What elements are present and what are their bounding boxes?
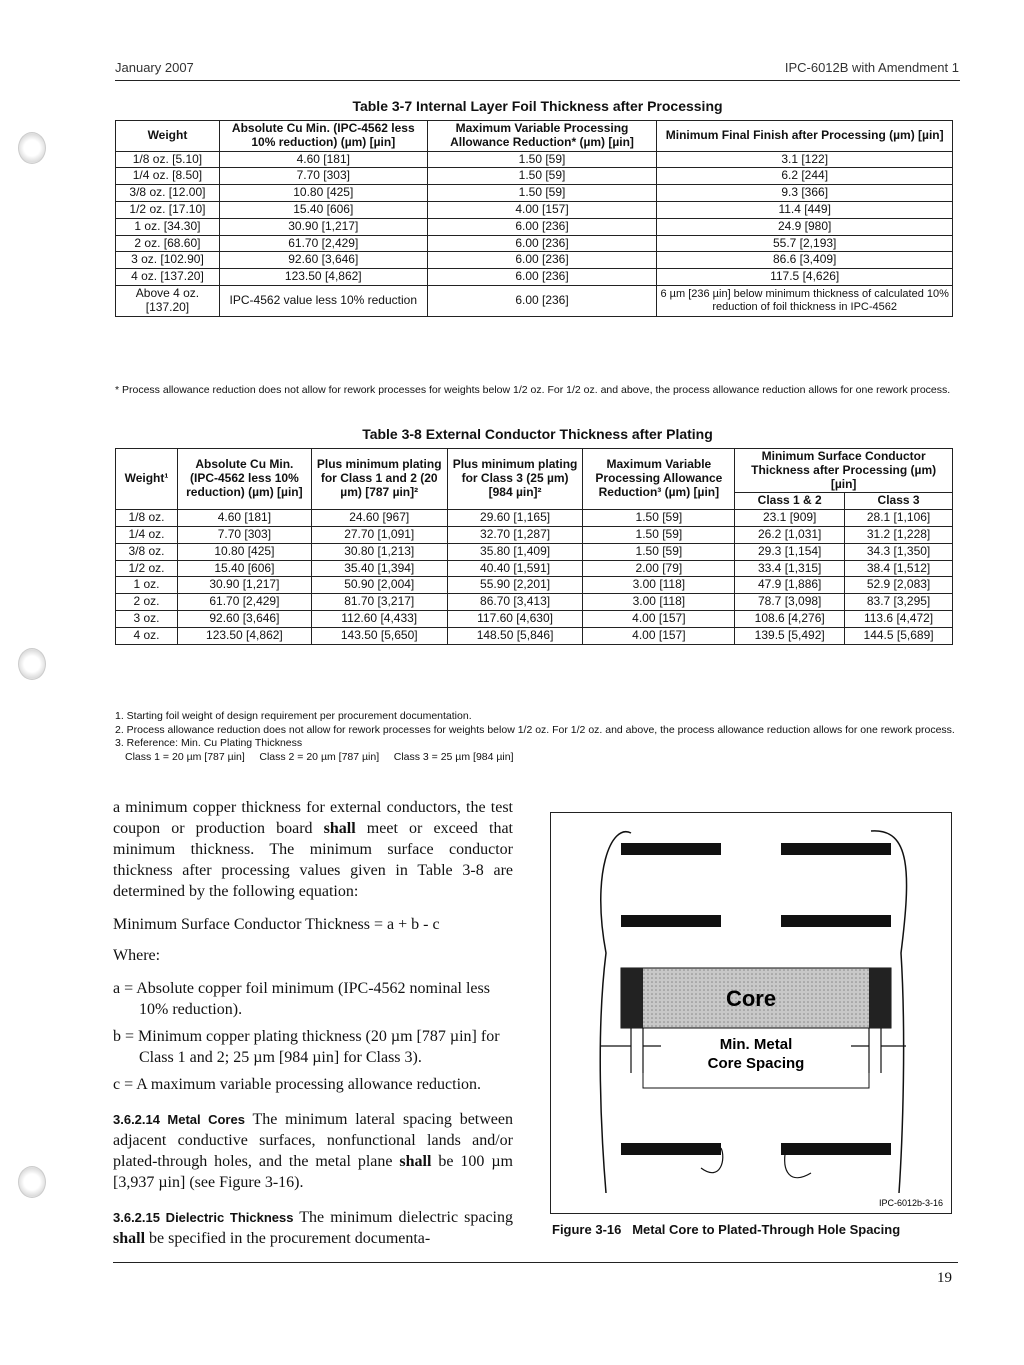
table-cell: 4.00 [157] [583,627,735,644]
table-cell: 3.1 [122] [657,151,953,168]
equation: Minimum Surface Conductor Thickness = a + b - c [113,916,440,933]
section-3-6-2-14-text: The minimum lateral spacing between adjacent conductive surfaces, nonfunctional lands and/or plated-through holes, and the metal plane shall be 100 µm [3,937 µin] (see Figure 3-16). [113,1111,514,1191]
table-cell: 148.50 [5,846] [447,627,583,644]
table-cell: 23.1 [909] [735,510,845,527]
table-cell: 1/4 oz. [116,526,178,543]
table-cell: 3/8 oz. [12.00] [116,185,220,202]
section-3-6-2-15 [113,1207,513,1249]
table-cell: 117.60 [4,630] [447,610,583,627]
table-row [116,185,953,202]
table-cell: 4 oz. [137.20] [116,269,220,286]
table-cell: 1.50 [59] [583,526,735,543]
table-cell: 29.3 [1,154] [735,543,845,560]
table-cell: 6 µm [236 µin] below minimum thickness of calculated 10% reduction of foil thickness in IPC-4562 [657,285,953,316]
table-3-8-header: Absolute Cu Min. (IPC-4562 less 10% reduction) (µm) [µin] [177,449,311,510]
table-cell: 92.60 [3,646] [219,252,427,269]
table-cell: 15.40 [606] [177,560,311,577]
note-2: 2. Process allowance reduction does not allow for rework processes for weights below 1/2 oz. For 1/2 oz. and above, the process allowance reduction allows for one rework process. [115,723,955,736]
table-cell: 33.4 [1,315] [735,560,845,577]
copper-layer [621,1143,721,1155]
table-cell: 24.9 [980] [657,218,953,235]
table-cell: 4 oz. [116,627,178,644]
table-3-7 [115,120,953,317]
table-cell: 123.50 [4,862] [219,269,427,286]
copper-layer [781,843,891,855]
table-row [116,235,953,252]
header-date: January 2007 [115,60,194,75]
note-1: 1. Starting foil weight of design requirement per procurement documentation. [115,710,472,722]
table-row [116,168,953,185]
page-number: 19 [937,1270,952,1286]
header-rule [115,80,960,81]
core-edge [869,968,891,1028]
table-cell: Above 4 oz. [137.20] [116,285,220,316]
header-doc-id: IPC-6012B with Amendment 1 [784,60,959,75]
table-cell: 139.5 [5,492] [735,627,845,644]
table-cell: 1.50 [59] [427,185,657,202]
copper-layer [781,915,891,927]
table-cell: 4.00 [157] [583,610,735,627]
table-cell: 11.4 [449] [657,201,953,218]
table-3-7-title: Table 3-7 Internal Layer Foil Thickness after Processing [352,98,723,114]
table-cell: 38.4 [1,512] [845,560,953,577]
table-cell: 108.6 [4,276] [735,610,845,627]
table-row [116,151,953,168]
table-cell: 1/8 oz. [116,510,178,527]
punch-hole [18,648,46,680]
table-cell: 86.70 [3,413] [447,594,583,611]
table-cell: 143.50 [5,650] [311,627,447,644]
paragraph-1: a minimum copper thickness for external conductors, the test coupon or production board shall meet or exceed that minimum thickness. The minimum surface conductor thickness after processing values given in Table 3-8 are determined by the following equation: [113,799,513,900]
table-cell: 2 oz. [116,594,178,611]
table-cell: 3/8 oz. [116,543,178,560]
table-3-8-header: Plus minimum plating for Class 3 (25 µm) [984 µin]² [447,449,583,510]
table-cell: 1.50 [59] [427,151,657,168]
table-cell: 30.90 [1,217] [177,577,311,594]
table-cell: 47.9 [1,886] [735,577,845,594]
copper-layer [781,1143,891,1155]
table-3-8-header: Plus minimum plating for Class 1 and 2 (20 µm) [787 µin]² [311,449,447,510]
body-column [113,797,513,1249]
core-label: Core [725,986,777,1011]
table-cell: 28.1 [1,106] [845,510,953,527]
table-cell: 29.60 [1,165] [447,510,583,527]
table-3-8-subheader: Class 1 & 2 [735,493,845,510]
def-c: c = A maximum variable processing allowance reduction. [113,1076,482,1093]
table-cell: 27.70 [1,091] [311,526,447,543]
where-label: Where: [113,947,161,964]
table-cell: 52.9 [2,083] [845,577,953,594]
table-3-8-title: Table 3-8 External Conductor Thickness after Plating [362,426,713,442]
punch-hole [18,132,46,164]
table-3-8-notes [115,710,960,765]
table-cell: 117.5 [4,626] [657,269,953,286]
table-cell: 1 oz. [34.30] [116,218,220,235]
table-cell: 6.00 [236] [427,218,657,235]
table-row [116,560,953,577]
table-cell: 35.80 [1,409] [447,543,583,560]
table-cell: 1 oz. [116,577,178,594]
table-row [116,252,953,269]
table-3-7-header: Minimum Final Finish after Processing (µm) [µin] [657,121,953,152]
def-b: b = Minimum copper plating thickness (20 µm [787 µin] for Class 1 and 2; 25 µm [984 µin] for Class 3). [113,1028,500,1066]
table-cell: 1.50 [59] [427,168,657,185]
table-cell: 81.70 [3,217] [311,594,447,611]
table-3-8-subheader: Class 3 [845,493,953,510]
table-cell: 24.60 [967] [311,510,447,527]
table-cell: 2 oz. [68.60] [116,235,220,252]
table-cell: 4.60 [181] [177,510,311,527]
note-3: 3. Reference: Min. Cu Plating Thickness [115,737,303,750]
table-cell: 10.80 [425] [219,185,427,202]
note-3-classes: Class 1 = 20 µm [787 µin] Class 2 = 20 µm [787 µin] Class 3 = 25 µm [984 µin] [125,750,514,763]
table-cell: 61.70 [2,429] [219,235,427,252]
table-cell: 3 oz. [102.90] [116,252,220,269]
table-cell: 78.7 [3,098] [735,594,845,611]
table-cell: 30.80 [1,213] [311,543,447,560]
table-cell: 30.90 [1,217] [219,218,427,235]
table-row [116,201,953,218]
table-cell: 1.50 [59] [583,543,735,560]
table-3-7-header: Weight [116,121,220,152]
table-3-8-header: Minimum Surface Conductor Thickness after Processing (µm) [µin] [735,449,953,493]
table-cell: 2.00 [79] [583,560,735,577]
section-3-6-2-14 [113,1109,513,1193]
punch-hole [18,1166,46,1198]
def-a: a = Absolute copper foil minimum (IPC-4562 nominal less 10% reduction). [113,980,490,1018]
table-cell: 1.50 [59] [583,510,735,527]
table-row [116,627,953,644]
copper-layer [621,843,721,855]
figure-3-16-caption: Figure 3-16 Metal Core to Plated-Through Hole Spacing [552,1222,901,1237]
table-3-8-header: Maximum Variable Processing Allowance Reduction³ (µm) [µin] [583,449,735,510]
table-row [116,510,953,527]
table-cell: 113.6 [4,472] [845,610,953,627]
table-cell: 35.40 [1,394] [311,560,447,577]
spacing-label-line2: Core Spacing [707,1055,805,1072]
table-cell: 6.00 [236] [427,285,657,316]
table-cell: 50.90 [2,004] [311,577,447,594]
table-row [116,594,953,611]
table-row [116,269,953,286]
table-cell: 6.00 [236] [427,252,657,269]
table-cell: 7.70 [303] [219,168,427,185]
table-cell: 7.70 [303] [177,526,311,543]
table-cell: 15.40 [606] [219,201,427,218]
table-cell: 9.3 [366] [657,185,953,202]
table-3-7-header: Absolute Cu Min. (IPC-4562 less 10% reduction) (µm) [µin] [219,121,427,152]
table-cell: 112.60 [4,433] [311,610,447,627]
figure-3-16 [550,812,952,1214]
table-3-7-footnote: * Process allowance reduction does not allow for rework processes for weights below 1/2 oz. For 1/2 oz. and above, the process allowance reduction allows for one rework process. [115,384,951,396]
table-cell: 26.2 [1,031] [735,526,845,543]
table-cell: 3.00 [118] [583,594,735,611]
table-row [116,610,953,627]
table-cell: 32.70 [1,287] [447,526,583,543]
table-cell: 6.00 [236] [427,235,657,252]
table-cell: 1/2 oz. [17.10] [116,201,220,218]
table-cell: 83.7 [3,295] [845,594,953,611]
table-cell: 34.3 [1,350] [845,543,953,560]
table-row [116,577,953,594]
spacing-label-line1: Min. Metal [719,1036,793,1053]
table-cell: 1/4 oz. [8.50] [116,168,220,185]
table-cell: 55.90 [2,201] [447,577,583,594]
table-cell: 6.00 [236] [427,269,657,286]
table-cell: 10.80 [425] [177,543,311,560]
footer-rule [113,1262,958,1263]
table-cell: 3.00 [118] [583,577,735,594]
table-row [116,543,953,560]
table-3-8-header: Weight¹ [116,449,178,510]
table-3-7-header: Maximum Variable Processing Allowance Reduction* (µm) [µin] [427,121,657,152]
table-cell: 3 oz. [116,610,178,627]
table-cell: 31.2 [1,228] [845,526,953,543]
table-cell: 123.50 [4,862] [177,627,311,644]
core-edge [621,968,643,1028]
table-cell: 92.60 [3,646] [177,610,311,627]
table-row [116,285,953,316]
table-row [116,526,953,543]
figure-code: IPC-6012b-3-16 [878,1198,943,1208]
table-cell: 144.5 [5,689] [845,627,953,644]
section-3-6-2-15-heading: 3.6.2.15 Dielectric Thickness [113,1210,294,1225]
table-cell: 6.2 [244] [657,168,953,185]
table-cell: 4.60 [181] [219,151,427,168]
table-row [116,218,953,235]
table-cell: 4.00 [157] [427,201,657,218]
table-cell: 40.40 [1,591] [447,560,583,577]
section-3-6-2-14-heading: 3.6.2.14 Metal Cores [113,1112,245,1127]
section-3-6-2-15-text: The minimum dielectric spacing shall be specified in the procurement documenta- [113,1209,513,1247]
table-cell: 1/2 oz. [116,560,178,577]
table-cell: IPC-4562 value less 10% reduction [219,285,427,316]
table-cell: 1/8 oz. [5.10] [116,151,220,168]
copper-layer [621,915,721,927]
table-cell: 86.6 [3,409] [657,252,953,269]
table-cell: 55.7 [2,193] [657,235,953,252]
table-cell: 61.70 [2,429] [177,594,311,611]
table-3-8 [115,448,953,645]
metal-core-diagram [551,813,951,1213]
